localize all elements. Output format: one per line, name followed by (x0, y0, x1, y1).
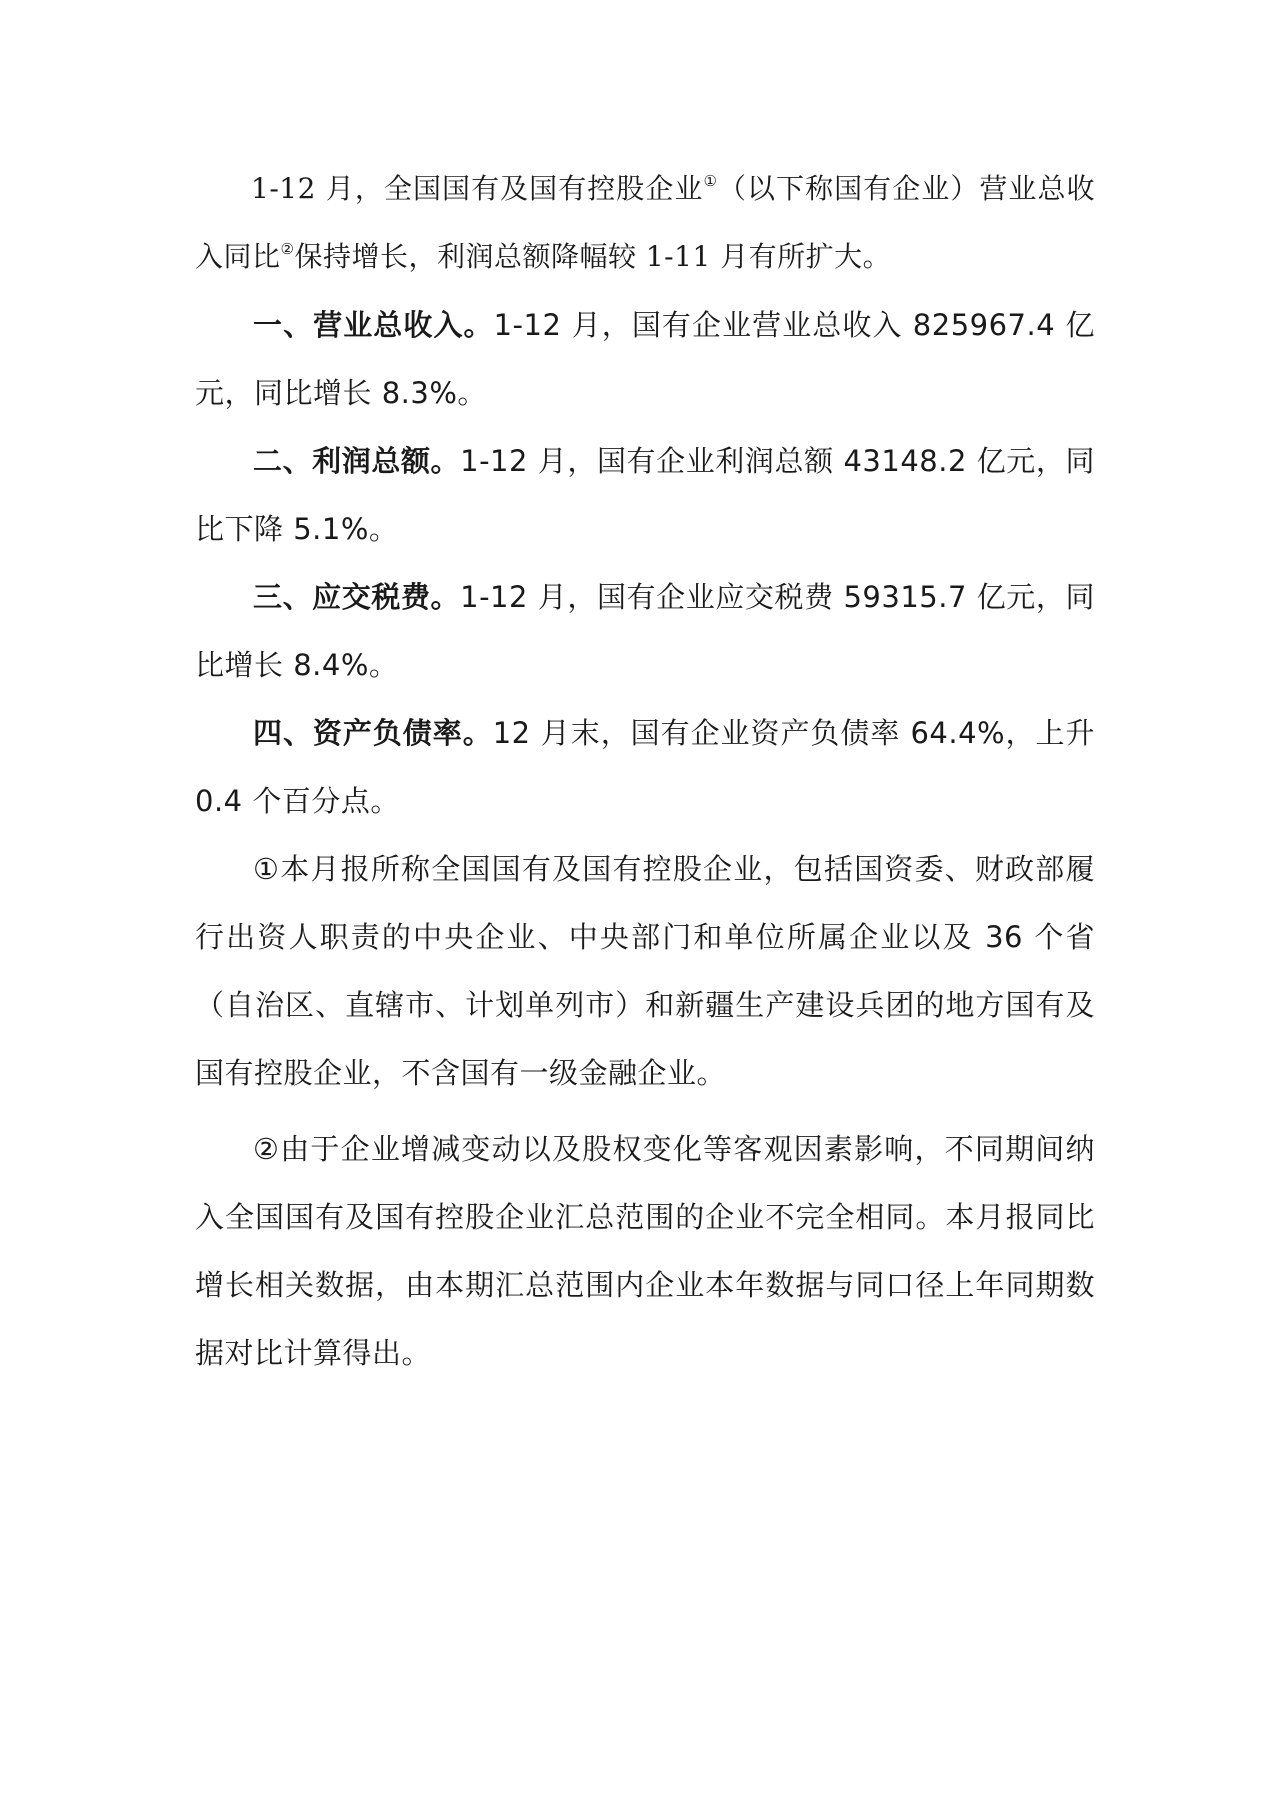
item-profit (195, 427, 1095, 563)
intro-text-1: 1-12 月，全国国有及国有控股企业 (251, 172, 704, 205)
item-debt-ratio-heading: 四、资产负债率。 (253, 716, 493, 750)
footnote-1: ①本月报所称全国国有及国有控股企业，包括国资委、财政部履行出资人职责的中央企业、中央部门和单位所属企业以及 36 个省（自治区、直辖市、计划单列市）和新疆生产建设兵团的地方国有及国有控股企业，不含国有一级金融企业。 (195, 852, 1095, 1090)
footnote-2: ②由于企业增减变动以及股权变化等客观因素影响，不同期间纳入全国国有及国有控股企业汇总范围的企业不完全相同。本月报同比增长相关数据，由本期汇总范围内企业本年数据与同口径上年同期数据对比计算得出。 (195, 1132, 1095, 1370)
item-debt-ratio (195, 699, 1095, 835)
item-revenue-text: 1-12 月，国有企业营业总收入 825967.4 亿元，同比增长 8.3%。 (195, 308, 1095, 410)
item-tax-text: 1-12 月，国有企业应交税费 59315.7 亿元，同比增长 8.4%。 (195, 580, 1095, 682)
item-tax (195, 563, 1095, 699)
footnote-mark-2: ② (280, 240, 295, 258)
intro-text-3: 保持增长，利润总额降幅较 1-11 月有所扩大。 (294, 240, 892, 273)
item-tax-heading: 三、应交税费。 (253, 580, 461, 614)
item-revenue-heading: 一、营业总收入。 (253, 308, 494, 342)
intro-paragraph (195, 155, 1095, 291)
item-revenue (195, 291, 1095, 427)
document-body (195, 155, 1095, 1387)
footnote-mark-1: ① (703, 172, 718, 190)
item-profit-heading: 二、利润总额。 (253, 444, 461, 478)
item-profit-text: 1-12 月，国有企业利润总额 43148.2 亿元，同比下降 5.1%。 (195, 444, 1095, 546)
intro-text-2: （以下称国有企业）营业总收入同比 (195, 172, 1095, 273)
item-debt-ratio-text: 12 月末，国有企业资产负债率 64.4%，上升 0.4 个百分点。 (195, 716, 1095, 818)
